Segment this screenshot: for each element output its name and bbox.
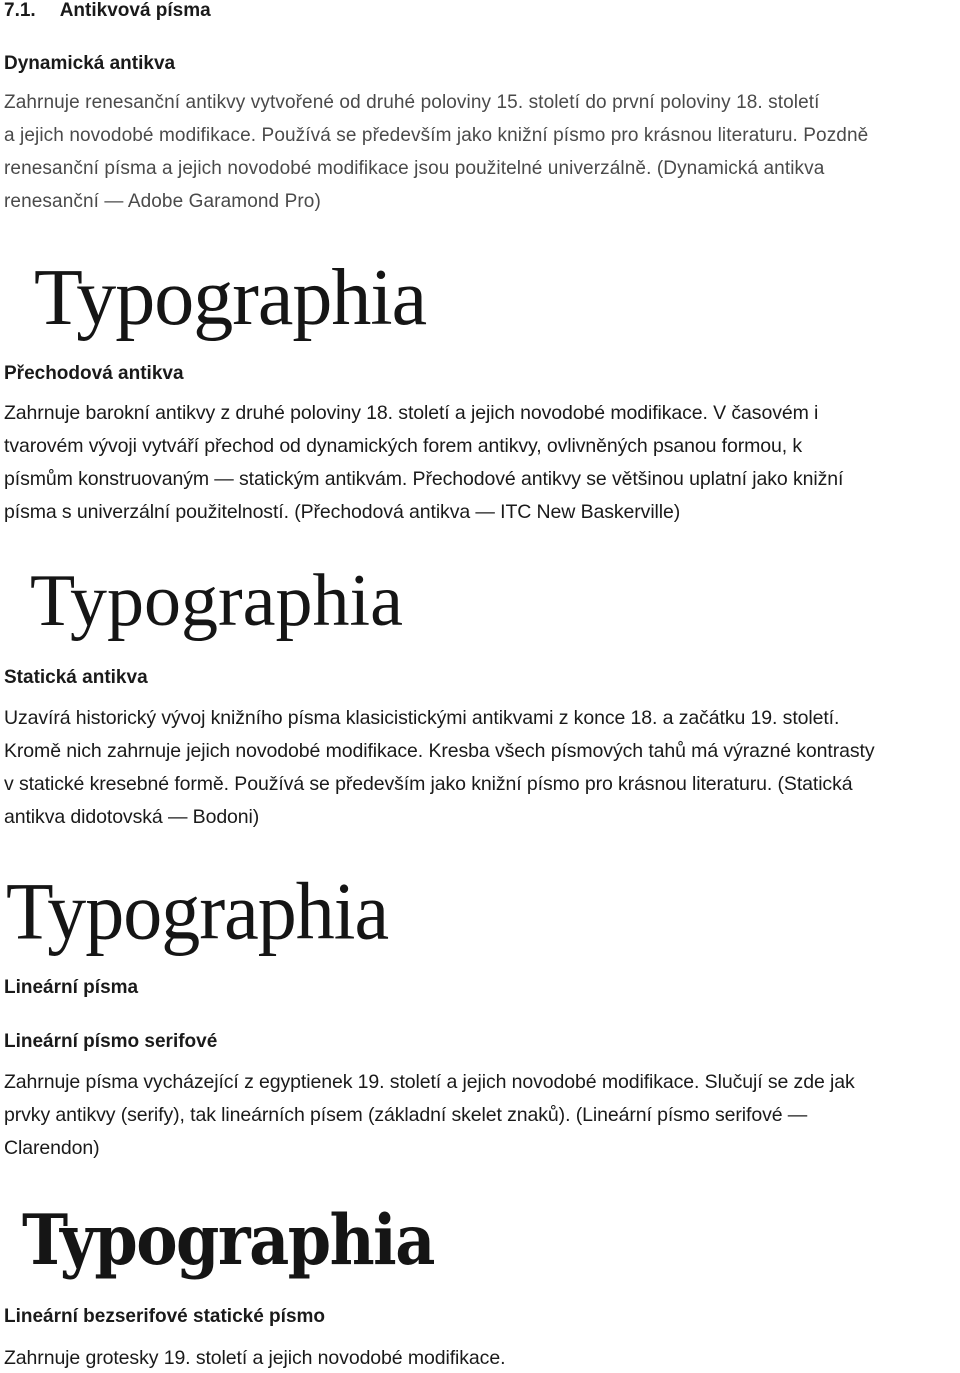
static-paragraph-line-3: v statické kresebné formě. Používá se především jako knižní písmo pro krásnou literaturu. (Statická <box>4 773 853 795</box>
dynamic-paragraph-line-2: a jejich novodobé modifikace. Používá se především jako knižní písmo pro krásnou literaturu. Pozdně <box>4 125 869 146</box>
linear-serif-heading: Lineární písmo serifové <box>4 1031 218 1052</box>
section-heading <box>4 0 211 22</box>
linear-heading: Lineární písma <box>4 977 139 998</box>
transitional-paragraph-line-2: tvarovém vývoji vytváří přechod od dynamických forem antikvy, ovlivněných psanou formou, k <box>4 435 803 457</box>
garamond-specimen: Typographia <box>34 254 427 342</box>
dynamic-paragraph-line-3: renesanční písma a jejich novodobé modifikace jsou použitelné univerzálně. (Dynamická antikva <box>4 158 825 179</box>
baskerville-specimen: Typographia <box>30 560 403 642</box>
linear-sans-heading: Lineární bezserifové statické písmo <box>4 1306 326 1327</box>
static-paragraph-line-1: Uzavírá historický vývoj knižního písma klasicistickými antikvami z konce 18. a začátku 19. století. <box>4 707 840 729</box>
dynamic-paragraph-line-1: Zahrnuje renesanční antikvy vytvořené od druhé poloviny 15. století do první poloviny 18. století <box>4 92 820 113</box>
transitional-paragraph-line-3: písmům konstruovaným — statickým antikvám. Přechodové antikvy se většinou uplatní jako knižní <box>4 468 844 490</box>
clarendon-specimen: Typographia <box>22 1199 434 1282</box>
dynamic-heading: Dynamická antikva <box>4 53 176 74</box>
section-title: Antikvová písma <box>59 0 211 21</box>
linear-serif-paragraph-line-3: Clarendon) <box>4 1137 100 1159</box>
linear-serif-paragraph-line-1: Zahrnuje písma vycházející z egyptienek 19. století a jejich novodobé modifikace. Slučují se zde jak <box>4 1071 855 1093</box>
dynamic-paragraph-line-4: renesanční — Adobe Garamond Pro) <box>4 191 321 212</box>
linear-serif-paragraph-line-2: prvky antikvy (serify), tak lineárních písem (základní skelet znaků). (Lineární písmo serifové — <box>4 1104 808 1126</box>
static-paragraph-line-4: antikva didotovská — Bodoni) <box>4 806 260 828</box>
transitional-heading: Přechodová antikva <box>4 363 184 384</box>
linear-sans-paragraph-line-1: Zahrnuje grotesky 19. století a jejich novodobé modifikace. <box>4 1347 506 1369</box>
static-paragraph-line-2: Kromě nich zahrnuje jejich novodobé modifikace. Kresba všech písmových tahů má výrazné kontrasty <box>4 740 875 762</box>
transitional-paragraph-line-4: písma s univerzální použitelností. (Přechodová antikva — ITC New Baskerville) <box>4 501 681 523</box>
static-heading: Statická antikva <box>4 667 148 688</box>
bodoni-specimen: Typographia <box>6 864 389 957</box>
section-number: 7.1. <box>4 0 36 21</box>
transitional-paragraph-line-1: Zahrnuje barokní antikvy z druhé poloviny 18. století a jejich novodobé modifikace. V časovém i <box>4 402 819 424</box>
